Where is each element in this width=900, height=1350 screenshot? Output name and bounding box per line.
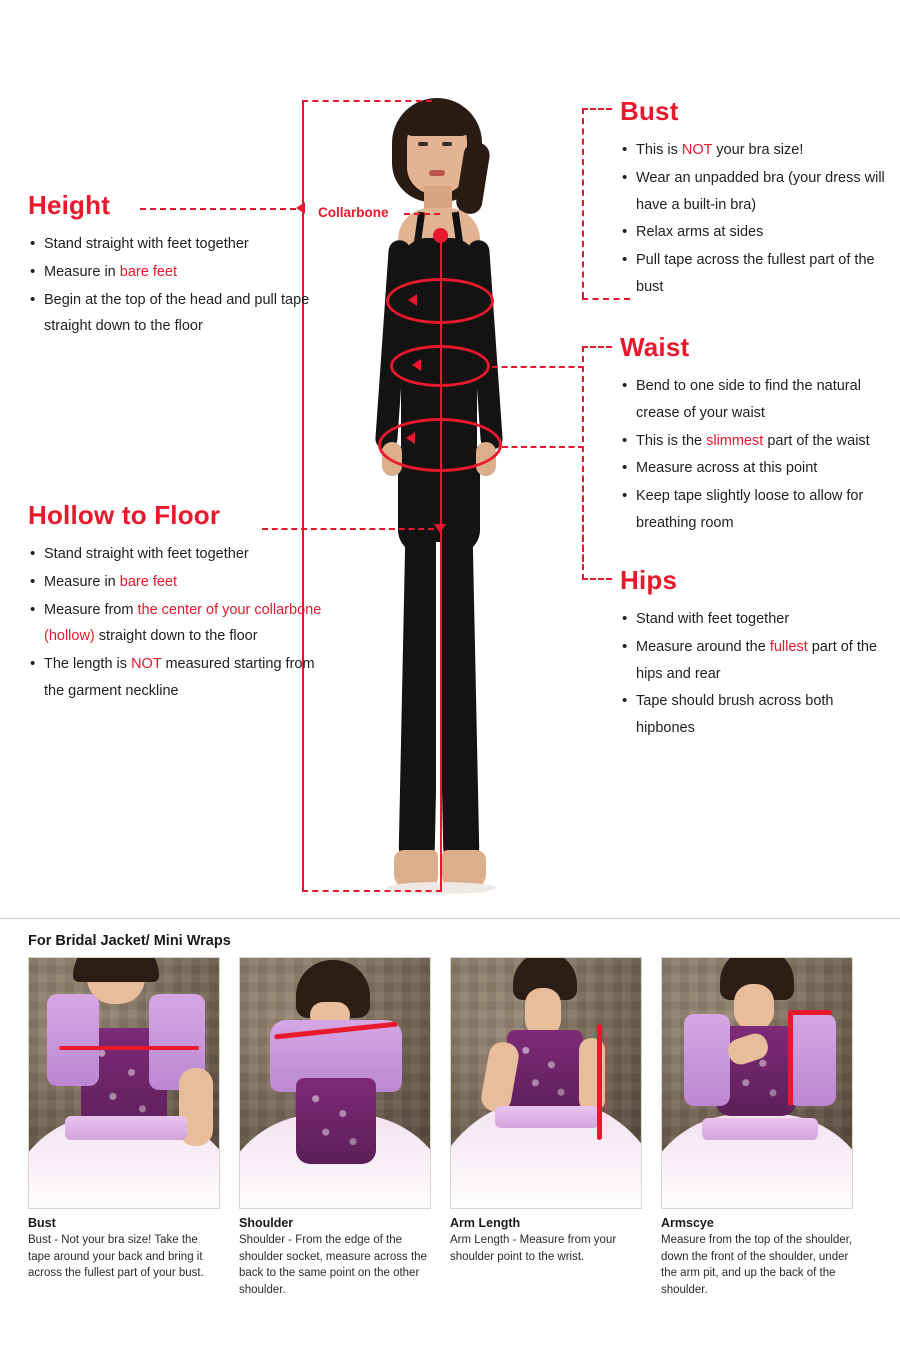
model-sash [702, 1118, 818, 1140]
list-item: • This is the slimmest part of the waist [620, 428, 892, 455]
list-item: • Stand with feet together [620, 606, 885, 633]
bridal-card-title: Shoulder [239, 1216, 294, 1230]
hips-title: Hips [620, 565, 678, 595]
waist-connector-horizontal [492, 366, 584, 368]
waist-arrow-icon [412, 359, 421, 371]
bridal-photo-bust [28, 957, 220, 1209]
collarbone-point-marker [433, 228, 448, 243]
section-bust [620, 96, 885, 302]
waist-title: Waist [620, 332, 690, 362]
height-bullet-list [28, 231, 318, 340]
bridal-card-body: Bust - Not your bra size! Take the tape around your back and bring it across the fullest part of your bust. [28, 1234, 204, 1280]
hips-bullet-list [620, 606, 885, 742]
bridal-card-shoulder [239, 957, 431, 1299]
bridal-photo-arm-length [450, 957, 642, 1209]
hollow-to-floor-axis [440, 236, 442, 890]
bridal-card-list [28, 957, 872, 1299]
model-bodice [507, 1030, 583, 1114]
bridal-card-title: Armscye [661, 1216, 714, 1230]
bridal-card-title: Arm Length [450, 1216, 521, 1230]
bridal-jacket-section [0, 918, 900, 1350]
hips-connector-horizontal [502, 446, 584, 448]
hollow-to-floor-title: Hollow to Floor [28, 500, 221, 530]
list-item: • Measure from the center of your collarbone (hollow) straight down to the floor [28, 597, 328, 651]
hips-arrow-icon [406, 432, 415, 444]
bridal-card-title: Bust [28, 1216, 56, 1230]
section-height [28, 190, 318, 341]
bust-title: Bust [620, 96, 679, 126]
height-title: Height [28, 190, 111, 220]
bridal-card-bust [28, 957, 220, 1299]
bust-measure-line [59, 1046, 199, 1050]
list-item: • Bend to one side to find the natural crease of your waist [620, 373, 892, 427]
list-item: • Tape should brush across both hipbones [620, 688, 885, 742]
height-top-tick [302, 100, 432, 102]
hollow-pointer-icon [434, 524, 446, 533]
bridal-photo-armscye [661, 957, 853, 1209]
list-item: • Stand straight with feet together [28, 541, 328, 568]
model-eye-left [418, 142, 428, 146]
armscye-measure-line-top [788, 1010, 832, 1015]
model-jacket-left [47, 994, 99, 1086]
model-hair-top [403, 102, 471, 136]
model-bodice-back [296, 1078, 376, 1164]
model-neck [525, 988, 561, 1036]
list-item: • Measure around the fullest part of the hips and rear [620, 634, 885, 688]
section-hips [620, 565, 885, 743]
section-waist [620, 332, 892, 538]
bridal-section-title: For Bridal Jacket/ Mini Wraps [28, 933, 231, 949]
bust-connector-vertical [582, 108, 584, 298]
list-item: • This is NOT your bra size! [620, 137, 885, 164]
list-item: • Relax arms at sides [620, 219, 885, 246]
list-item: • Measure in bare feet [28, 259, 318, 286]
bridal-card-body: Measure from the top of the shoulder, down the front of the shoulder, under the arm pit, and up the back of the shoulder. [661, 1234, 853, 1297]
bridal-photo-shoulder [239, 957, 431, 1209]
list-item: • Pull tape across the fullest part of the bust [620, 247, 885, 301]
model-lips [429, 170, 445, 176]
bust-connector-tick [582, 108, 612, 110]
hips-connector-tick [582, 578, 612, 580]
model-sash [65, 1116, 187, 1140]
list-item: • Stand straight with feet together [28, 231, 318, 258]
collarbone-label: Collarbone [318, 205, 389, 220]
list-item: • Measure across at this point [620, 455, 892, 482]
bridal-card-body: Shoulder - From the edge of the shoulder socket, measure across the back to the same point on the other shoulder. [239, 1234, 427, 1297]
bust-arrow-icon [408, 294, 417, 306]
list-item: • Wear an unpadded bra (your dress will have a built-in bra) [620, 165, 885, 219]
height-bottom-tick [302, 890, 442, 892]
model-sash [495, 1106, 599, 1128]
bust-bullet-list [620, 137, 885, 301]
model-leg-right [437, 530, 480, 861]
model-jacket-right [788, 1014, 836, 1106]
list-item: • Keep tape slightly loose to allow for breathing room [620, 483, 892, 537]
armscye-measure-line-vertical [788, 1010, 793, 1106]
hips-connector-vertical [582, 446, 584, 580]
model-hair [73, 957, 159, 982]
section-hollow-to-floor [28, 500, 328, 706]
bridal-card-arm-length [450, 957, 642, 1299]
model-eye-right [442, 142, 452, 146]
hollow-bullet-list [28, 541, 328, 705]
waist-connector-tick [582, 346, 612, 348]
model-neck [734, 984, 774, 1030]
list-item: • Begin at the top of the head and pull tape straight down to the floor [28, 287, 318, 341]
collarbone-leader-line [404, 213, 440, 215]
waist-bullet-list [620, 373, 892, 537]
list-item: • Measure in bare feet [28, 569, 328, 596]
bridal-card-body: Arm Length - Measure from your shoulder point to the wrist. [450, 1234, 617, 1263]
model-jacket-left [684, 1014, 730, 1106]
list-item: • The length is NOT measured starting from the garment neckline [28, 651, 328, 705]
arm-length-measure-line [597, 1024, 602, 1140]
bridal-card-armscye [661, 957, 853, 1299]
